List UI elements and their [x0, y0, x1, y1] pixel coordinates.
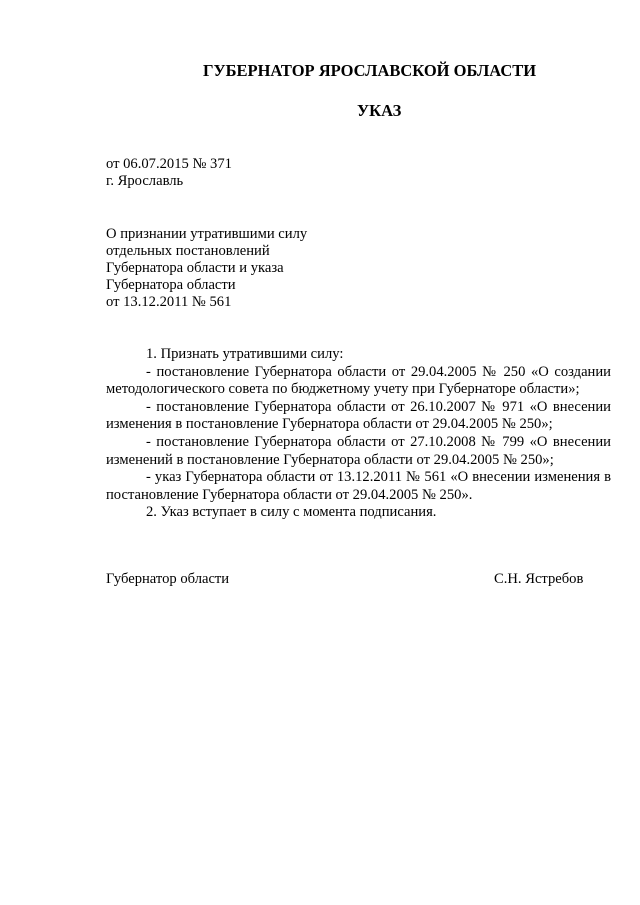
body-paragraph: - указ Губернатора области от 13.12.2011 № 561 «О внесении изменения в постановление Губернатора области от 29.04.2005 № 250». — [106, 469, 611, 503]
document-date-number: от 06.07.2015 № 371 — [106, 156, 232, 172]
body-paragraph: - постановление Губернатора области от 26.10.2007 № 971 «О внесении изменения в постановление Губернатора области от 29.04.2005 № 250»; — [106, 398, 611, 433]
document-type: УКАЗ — [357, 101, 402, 120]
issuing-authority: ГУБЕРНАТОР ЯРОСЛАВСКОЙ ОБЛАСТИ — [203, 61, 537, 80]
signatory-name: С.Н. Ястребов — [494, 571, 584, 587]
decree-body — [106, 346, 611, 522]
body-paragraph: 1. Признать утратившими силу: — [146, 346, 344, 362]
subject-line: Губернатора области — [106, 277, 236, 293]
document-place: г. Ярославль — [106, 173, 184, 189]
subject-line: О признании утратившими силу — [106, 226, 308, 242]
body-paragraph: - постановление Губернатора области от 27.10.2008 № 799 «О внесении изменений в постановление Губернатора области от 29.04.2005 № 250»; — [106, 433, 611, 468]
signatory-position: Губернатор области — [106, 571, 230, 587]
subject-line: от 13.12.2011 № 561 — [106, 294, 232, 310]
body-paragraph: 2. Указ вступает в силу с момента подписания. — [146, 504, 437, 521]
subject-line: отдельных постановлений — [106, 243, 270, 259]
subject-line: Губернатора области и указа — [106, 260, 284, 276]
body-paragraph: - постановление Губернатора области от 29.04.2005 № 250 «О создании методологического совета по бюджетному учету при Губернаторе области»; — [106, 363, 611, 398]
